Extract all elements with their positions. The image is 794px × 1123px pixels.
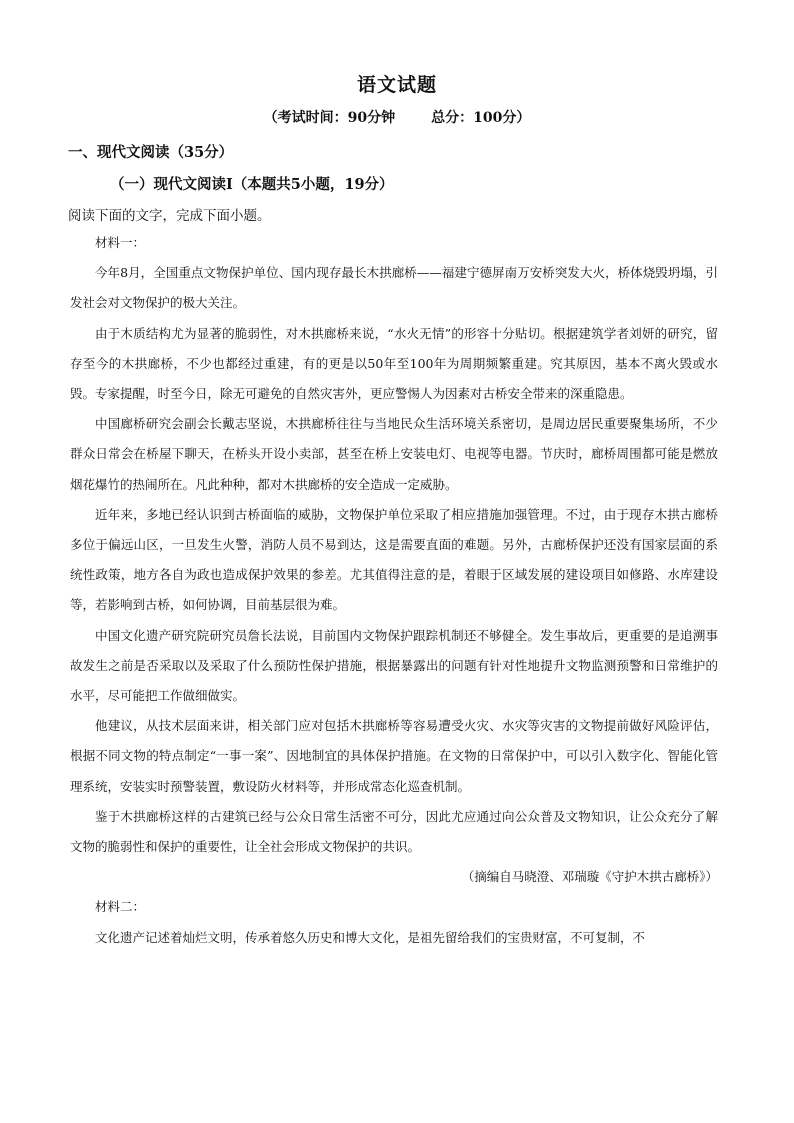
source-citation: （摘编自马晓澄、邓瑞璇《守护木拱古廊桥》） [461,869,718,885]
reading-instruction: 阅读下面的文字，完成下面小题。 [68,208,271,224]
paragraph: 中国廊桥研究会副会长戴志坚说，木拱廊桥往往与当地民众生活环境关系密切，是周边居民重要聚集场所，不少群众日常会在桥屋下聊天，在桥头开设小卖部，甚至在桥上安装电灯、电视等电器。节庆时，廊桥周围都可能是燃放烟花爆竹的热闹所在。凡此种种，都对木拱廊桥的安全造成一定威胁。 [70,416,718,492]
total-score: 总分：100分） [431,110,531,126]
material-one [70,228,718,953]
subsection-heading: （一）现代文阅读Ⅰ（本题共5小题，19分） [110,176,394,193]
paragraph: 今年8月，全国重点文物保护单位、国内现存最长木拱廊桥——福建宁德屏南万安桥突发大火，桥体烧毁坍塌，引发社会对文物保护的极大关注。 [70,265,718,311]
material-label: 材料二： [95,899,146,915]
exam-info [0,107,794,127]
section-heading: 一、现代文阅读（35分） [68,144,234,161]
paragraph: 鉴于木拱廊桥这样的古建筑已经与公众日常生活密不可分，因此尤应通过向公众普及文物知识，让公众充分了解文物的脆弱性和保护的重要性，让全社会形成文物保护的共识。 [70,808,718,855]
material-label: 材料一： [95,235,146,250]
paragraph: 文化遗产记述着灿烂文明，传承着悠久历史和博大文化，是祖先留给我们的宝贵财富，不可复制，不 [95,929,646,945]
paragraph: 由于木质结构尤为显著的脆弱性，对木拱廊桥来说，“水火无情”的形容十分贴切。根据建筑学者刘妍的研究，留存至今的木拱廊桥，不少也都经过重建，有的更是以50年至100年为周期频繁重建。究其原因，基本不离火毁或水毁。专家提醒，时至今日，除无可避免的自然灾害外，更应警惕人为因素对古桥安全带来的深重隐患。 [70,325,718,402]
exam-time: （考试时间：90分钟 [263,110,396,126]
paragraph: 他建议，从技术层面来讲，相关部门应对包括木拱廊桥等容易遭受火灾、水灾等灾害的文物提前做好风险评估，根据不同文物的特点制定“一事一案”、因地制宜的具体保护措施。在文物的日常保护中，可以引入数字化、智能化管理系统，安装实时预警装置，敷设防火材料等，并形成常态化巡查机制。 [70,718,718,794]
paragraph: 近年来，多地已经认识到古桥面临的威胁，文物保护单位采取了相应措施加强管理。不过，由于现存木拱古廊桥多位于偏远山区，一旦发生火警，消防人员不易到达，这是需要直面的难题。另外，古廊桥保护还没有国家层面的系统性政策，地方各自为政也造成保护效果的参差。尤其值得注意的是，着眼于区域发展的建设项目如修路、水库建设等，若影响到古桥，如何协调，目前基层很为难。 [70,506,718,613]
paragraph: 中国文化遗产研究院研究员詹长法说，目前国内文物保护跟踪机制还不够健全。发生事故后，更重要的是追溯事故发生之前是否采取以及采取了什么预防性保护措施，根据暴露出的问题有针对性地提升文物监测预警和日常维护的水平，尽可能把工作做细做实。 [70,627,718,704]
page-title: 语文试题 [356,74,437,96]
